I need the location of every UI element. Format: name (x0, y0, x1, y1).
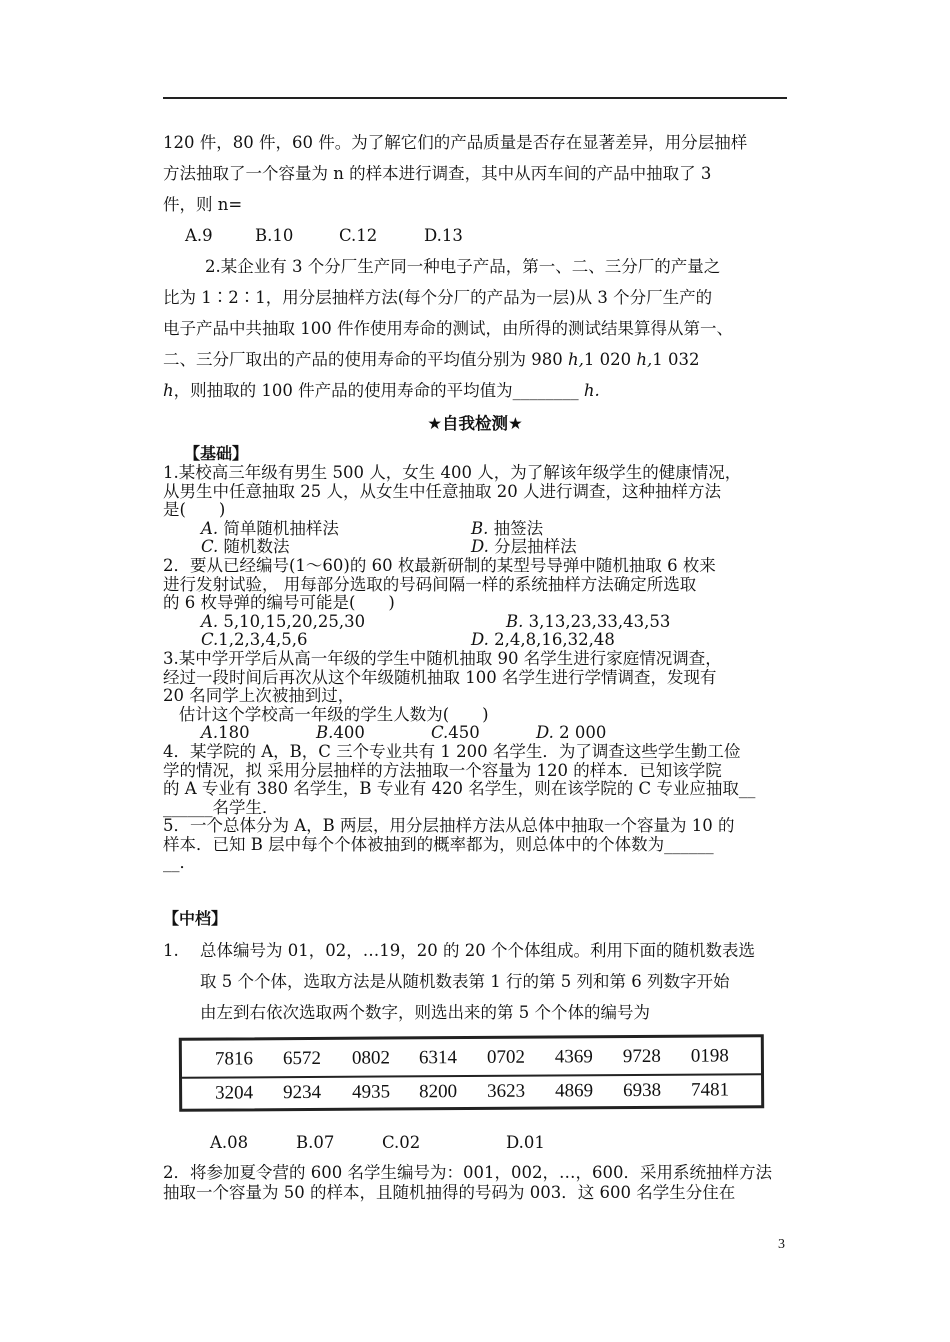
text-line: 从男生中任意抽取 25 人，从女生中任意抽取 20 人进行调查，这种抽样方法 (163, 481, 721, 501)
table-cell: 3204 (215, 1082, 254, 1104)
option-letter: B. (506, 611, 524, 631)
option-letter: B. (316, 723, 334, 743)
question-number: 1. (163, 941, 179, 960)
table-cell: 0198 (690, 1045, 729, 1067)
table-cell: 7481 (691, 1079, 730, 1101)
text-line: 3.某中学开学后从高一年级的学生中随机抽取 90 名学生进行家庭情况调查， (163, 648, 722, 668)
text-fragment: 总体编号为 01，02，…19，20 的 20 个个体组成。利用下面的随机数表选 (200, 941, 755, 960)
option-d: 2 000 (553, 723, 607, 743)
option-letter: D. (471, 537, 489, 557)
options-row (163, 538, 793, 557)
random-number-table (179, 1034, 764, 1112)
text-line: 5．一个总体分为 A，B 两层，用分层抽样方法从总体中抽取一个容量为 10 的 (163, 816, 735, 836)
text-line (163, 935, 793, 966)
top-question (163, 127, 793, 406)
header-rule (163, 97, 787, 99)
option-c: 450 (448, 723, 480, 743)
text-line: 抽取一个容量为 50 的样本，且随机抽得的号码为 003．这 600 名学生分住在 (163, 1183, 736, 1202)
text-line: 由左到右依次选取两个数字，则选出来的第 5 个个体的编号为 (200, 1003, 650, 1022)
table-cell: 6314 (418, 1047, 457, 1069)
unit-h: h, (636, 350, 653, 369)
option-a: A.08 (210, 1133, 249, 1152)
table-cell: 3623 (487, 1080, 526, 1102)
basic-heading: 【基础】 (184, 444, 249, 463)
option-d: 2,4,8,16,32,48 (488, 630, 615, 650)
text-line: 是( ) (163, 500, 226, 520)
unit-h: h (163, 381, 174, 400)
option-letter: D. (471, 630, 489, 650)
option-b: B.07 (296, 1133, 335, 1152)
table-cell: 9234 (283, 1081, 322, 1104)
option-a: 180 (218, 723, 250, 743)
mid-question-1 (163, 935, 793, 1028)
text-line: 学的情况，拟 采用分层抽样的方法抽取一个容量为 120 的样本．已知该学院 (163, 760, 722, 780)
option-a: 5,10,15,20,25,30 (218, 611, 366, 631)
options-row (163, 520, 793, 539)
text-line: 件，则 n= (163, 195, 243, 214)
text-fragment: 1 020 (583, 350, 637, 369)
option-b: B.10 (255, 226, 294, 245)
text-line (163, 344, 793, 375)
mid-question-2 (163, 1163, 793, 1203)
text-line: 4．某学院的 A，B，C 三个专业共有 1 200 名学生．为了调查这些学生勤工俭 (163, 741, 741, 761)
text-line: 2．将参加夏令营的 600 名学生编号为：001，002，…，600．采用系统抽样方法 (163, 1163, 772, 1182)
table-cell: 4869 (555, 1080, 594, 1102)
options-row (163, 613, 793, 632)
text-line: __． (163, 853, 196, 873)
text-fragment: 1 032 (652, 350, 700, 369)
option-c: 1,2,3,4,5,6 (218, 630, 308, 650)
text-line: 取 5 个个体，选取方法是从随机数表第 1 行的第 5 列和第 6 列数字开始 (200, 972, 730, 991)
table-cell: 0802 (351, 1047, 390, 1069)
text-line: 2.某企业有 3 个分厂生产同一种电子产品，第一、二、三分厂的产量之 (205, 257, 721, 276)
options-row (163, 724, 793, 743)
section-title: ★自我检测★ (427, 414, 523, 433)
text-line: 2．要从已经编号(1～60)的 60 枚最新研制的某型号导弹中随机抽取 6 枚来 (163, 555, 716, 575)
text-line: 电子产品中共抽取 100 件作使用寿命的测试，由所得的测试结果算得从第一、 (163, 319, 733, 338)
option-b: 抽签法 (488, 518, 544, 538)
option-letter: A. (201, 518, 219, 538)
option-letter: A. (201, 723, 219, 743)
text-line: 进行发射试验， 用每部分选取的号码间隔一样的系统抽样方法确定所选取 (163, 574, 697, 594)
option-letter: C. (431, 723, 449, 743)
text-line: 1.某校高三年级有男生 500 人，女生 400 人，为了解该年级学生的健康情况， (163, 463, 742, 482)
table-cell: 9728 (622, 1045, 661, 1068)
basic-section (163, 464, 793, 873)
option-a: 简单随机抽样法 (218, 518, 339, 538)
table-cell: 4369 (554, 1046, 593, 1068)
option-c: C.12 (339, 226, 378, 245)
text-line: 20 名同学上次被抽到过， (163, 686, 355, 706)
option-d: D.01 (506, 1133, 545, 1152)
text-line (163, 375, 793, 406)
text-line: ______名学生． (163, 797, 279, 817)
option-letter: D. (536, 723, 554, 743)
text-line: 样本．已知 B 层中每个个体被抽到的概率都为，则总体中的个体数为______ (163, 834, 714, 854)
options-row (163, 631, 793, 650)
option-letter: C. (201, 537, 219, 557)
page-number: 3 (778, 1237, 785, 1252)
table-cell: 4935 (352, 1081, 391, 1103)
option-letter: C. (201, 630, 219, 650)
text-line: 方法抽取了一个容量为 n 的样本进行调查，其中从丙车间的产品中抽取了 3 (163, 164, 712, 183)
option-d: D.13 (424, 226, 463, 245)
table-cell: 8200 (419, 1081, 458, 1103)
option-d: 分层抽样法 (488, 537, 577, 557)
text-fragment: ，则抽取的 100 件产品的使用寿命的平均值为________ (173, 381, 584, 400)
mid-heading: 【中档】 (163, 909, 228, 928)
option-c: 随机数法 (218, 537, 290, 557)
option-a: A.9 (185, 226, 213, 245)
unit-h: h, (567, 350, 584, 369)
table-row (182, 1073, 761, 1111)
text-line: 经过一段时间后再次从这个年级随机抽取 100 名学生进行学情调查，发现有 (163, 667, 717, 687)
options-row (163, 220, 793, 251)
table-cell: 7816 (214, 1048, 253, 1070)
table-cell: 6572 (282, 1047, 321, 1070)
option-b: 3,13,23,33,43,53 (523, 611, 671, 631)
option-letter: A. (201, 611, 219, 631)
table-cell: 6938 (623, 1079, 662, 1102)
mid-q1-options (210, 1133, 840, 1152)
table-cell: 0702 (486, 1046, 525, 1068)
option-c: C.02 (382, 1133, 421, 1152)
option-b: 400 (333, 723, 365, 743)
text-line: 估计这个学校高一年级的学生人数为( ) (163, 704, 489, 724)
text-line: 比为 1∶2∶1，用分层抽样方法(每个分厂的产品为一层)从 3 个分厂生产的 (163, 288, 713, 307)
option-letter: B. (471, 518, 489, 538)
text-line: 120 件，80 件，60 件。为了解它们的产品质量是否存在显著差异，用分层抽样 (163, 133, 748, 152)
text-fragment: 二、三分厂取出的产品的使用寿命的平均值分别为 980 (163, 350, 568, 369)
unit-h: h. (583, 381, 600, 400)
text-line: 的 A 专业有 380 名学生，B 专业有 420 名学生，则在该学院的 C 专业应抽取__ (163, 779, 756, 799)
text-line: 的 6 枚导弹的编号可能是( ) (163, 593, 395, 613)
